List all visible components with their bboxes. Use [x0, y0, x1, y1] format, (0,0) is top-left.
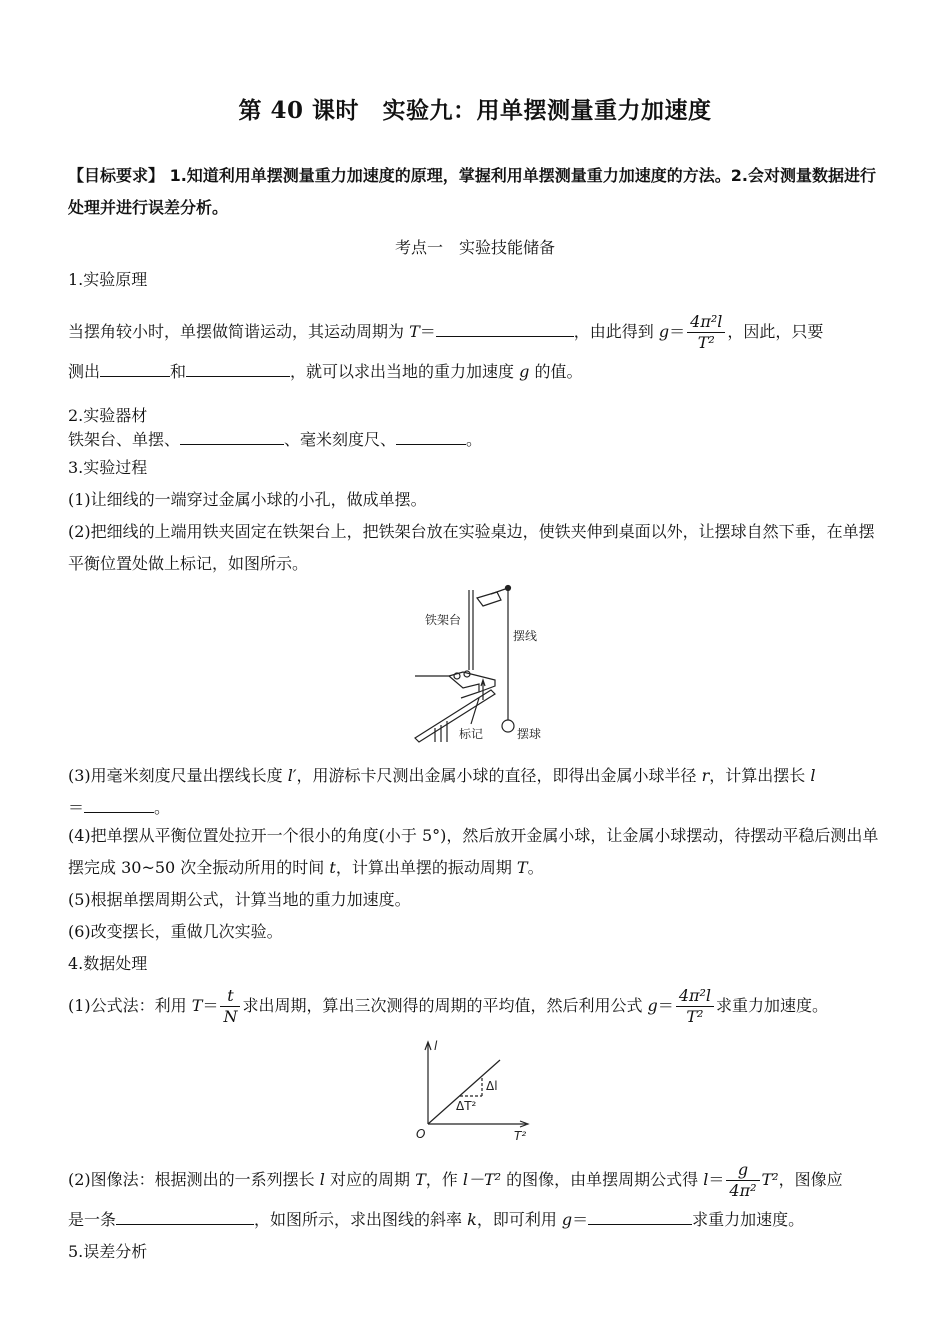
l-t2-graph	[410, 1038, 540, 1146]
blank-g-expr[interactable]	[588, 1208, 692, 1225]
label-mark: 标记	[459, 727, 484, 741]
y-axis-label: l	[434, 1039, 438, 1053]
section-4-heading: 4.数据处理	[68, 954, 148, 973]
blank-measure-2[interactable]	[186, 360, 290, 377]
goal-paragraph	[68, 160, 883, 224]
formula-t-over-n: $\frac{t}{N}$	[220, 986, 240, 1027]
graph-method-line-1: (2)图像法：根据测出的一系列摆长 l 对应的周期 T，作 l－T² 的图像，由单摆周期公式得 l＝ $\frac{g}{\text{4π²}}$ T²，图像应	[68, 1160, 843, 1200]
section-2-heading: 2.实验器材	[68, 406, 148, 425]
pendulum-ball-icon	[502, 720, 514, 732]
section-3-heading: 3.实验过程	[68, 458, 148, 477]
equipment-line: 铁架台、单摆、 、毫米刻度尺、 。	[68, 430, 483, 449]
principle-line-1: 当摆角较小时，单摆做简谐运动，其运动周期为 T＝ ，由此得到 g＝ $\frac{\text{4π²l}}{\text{T²}}$ ，因此，只要	[68, 312, 824, 352]
step-5: (5)根据单摆周期公式，计算当地的重力加速度。	[68, 890, 411, 909]
kaodian-heading: 考点一 实验技能储备	[394, 238, 555, 257]
graph-method-line-2: 是一条 ，如图所示，求出图线的斜率 k，即可利用 g＝ 求重力加速度。	[68, 1210, 805, 1229]
formula-l: $\frac{g}{\text{4π²}}$	[726, 1160, 759, 1201]
stand-base	[415, 676, 479, 698]
x-axis-label: T²	[514, 1129, 527, 1143]
blank-equip-1[interactable]	[180, 428, 284, 445]
label-ball: 摆球	[517, 727, 542, 741]
step-3-line-2: ＝ 。	[68, 798, 171, 817]
step-6: (6)改变摆长，重做几次实验。	[68, 922, 283, 941]
step-2: (2)把细线的上端用铁夹固定在铁架台上，把铁架台放在实验桌边，使铁夹伸到桌面以外，让摆球自然下垂，在单摆平衡位置处做上标记，如图所示。	[68, 522, 875, 573]
delta-t2-label: ΔT²	[456, 1099, 477, 1113]
step-3-line-1: (3)用毫米刻度尺量出摆线长度 l′，用游标卡尺测出金属小球的直径，即得出金属小球半径 r，计算出摆长 l	[68, 766, 816, 785]
pendulum-figure	[405, 580, 555, 750]
goal-text: 1.知道利用单摆测量重力加速度的原理，掌握利用单摆测量重力加速度的方法。2.会对测量数据进行处理并进行误差分析。	[68, 166, 877, 217]
section-1-heading: 1.实验原理	[68, 270, 148, 289]
blank-equip-2[interactable]	[396, 428, 466, 445]
goal-tag: 【目标要求】	[68, 166, 165, 185]
blank-measure-1[interactable]	[100, 360, 170, 377]
blank-period[interactable]	[436, 320, 574, 337]
principle-line-2: 测出 和 ，就可以求出当地的重力加速度 g 的值。	[68, 362, 583, 381]
step-4: (4)把单摆从平衡位置处拉开一个很小的角度(小于 5°)，然后放开金属小球，让金属小球摆动，待摆动平稳后测出单摆完成 30~50 次全振动所用的时间 t，计算出单摆的振动周期 T。	[68, 826, 879, 877]
label-stand: 铁架台	[425, 613, 462, 627]
blank-line-type[interactable]	[116, 1208, 254, 1225]
delta-l-label: Δl	[486, 1079, 498, 1093]
label-string: 摆线	[513, 629, 538, 643]
blank-length[interactable]	[84, 796, 154, 813]
formula-method: (1)公式法：利用 T＝ $\frac{t}{N}$ 求出周期，算出三次测得的周期的平均值，然后利用公式 g＝ $\frac{\text{4π²l}}{\text{T²}}$ 求重力加速度。	[68, 986, 829, 1026]
formula-g-2: $\frac{\text{4π²l}}{\text{T²}}$	[676, 986, 714, 1027]
section-5-heading: 5.误差分析	[68, 1242, 148, 1261]
step-1: (1)让细线的一端穿过金属小球的小孔，做成单摆。	[68, 490, 427, 509]
origin-label: O	[416, 1127, 426, 1141]
page-title: 第 40 课时 实验九：用单摆测量重力加速度	[238, 97, 712, 124]
clamp-icon	[477, 592, 501, 606]
formula-g: $\frac{\text{4π²l}}{\text{T²}}$	[687, 312, 725, 353]
